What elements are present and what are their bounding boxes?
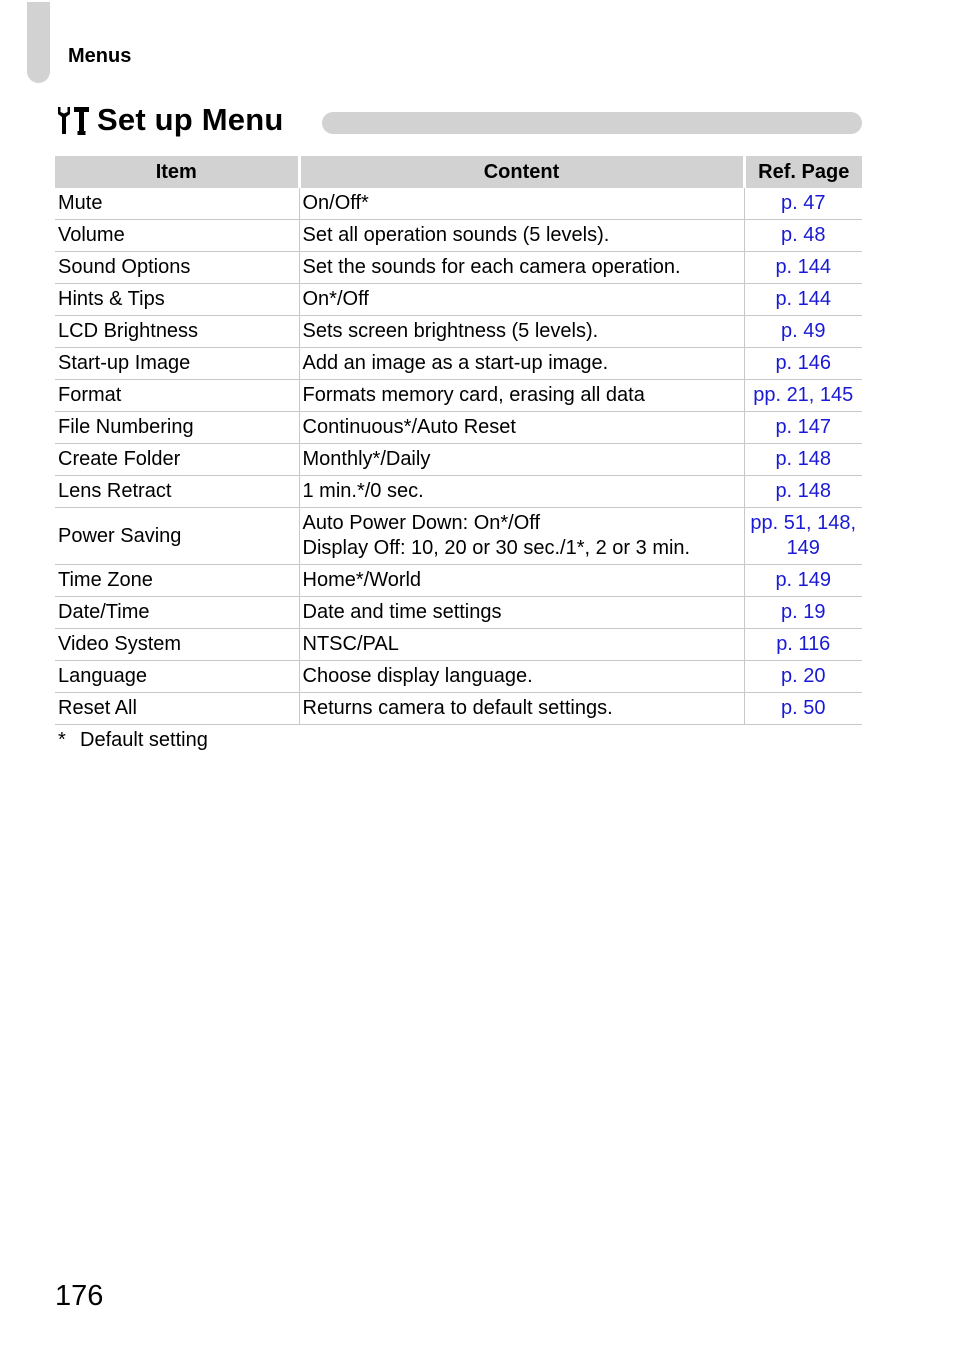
row-ref-page[interactable] — [744, 220, 862, 252]
row-content-line: NTSC/PAL — [302, 633, 399, 655]
row-item: Create Folder — [55, 444, 299, 476]
row-content — [299, 565, 744, 597]
row-item: Date/Time — [55, 597, 299, 629]
row-content — [299, 316, 744, 348]
row-content-line: On/Off* — [302, 192, 369, 214]
row-content — [299, 629, 744, 661]
row-ref-page[interactable] — [744, 629, 862, 661]
row-content-line: Monthly*/Daily — [302, 448, 431, 470]
ref-page-link[interactable]: 149 — [786, 537, 820, 559]
table-row — [55, 597, 862, 629]
ref-page-link[interactable]: pp. 21, 145 — [753, 384, 854, 406]
row-content — [299, 444, 744, 476]
row-content-line: Sets screen brightness (5 levels). — [302, 320, 599, 342]
row-item: Time Zone — [55, 565, 299, 597]
row-content — [299, 508, 744, 565]
row-ref-page[interactable] — [744, 693, 862, 725]
row-item: Video System — [55, 629, 299, 661]
row-ref-page[interactable] — [744, 444, 862, 476]
row-content — [299, 412, 744, 444]
row-content — [299, 476, 744, 508]
row-content — [299, 284, 744, 316]
ref-page-link[interactable]: p. 47 — [781, 192, 826, 214]
ref-page-link[interactable]: p. 148 — [775, 480, 832, 502]
table-row — [55, 316, 862, 348]
table-row — [55, 380, 862, 412]
header-content: Content — [299, 156, 744, 188]
ref-page-link[interactable]: p. 144 — [775, 288, 832, 310]
ref-page-link[interactable]: p. 20 — [781, 665, 826, 687]
row-content-line: Formats memory card, erasing all data — [302, 384, 645, 406]
row-content — [299, 597, 744, 629]
row-content-line: Set all operation sounds (5 levels). — [302, 224, 610, 246]
row-content-line: 1 min.*/0 sec. — [302, 480, 424, 502]
row-content — [299, 252, 744, 284]
row-content-line: Continuous*/Auto Reset — [302, 416, 516, 438]
row-ref-page[interactable] — [744, 188, 862, 220]
row-item: Mute — [55, 188, 299, 220]
row-content-line: Add an image as a start-up image. — [302, 352, 609, 374]
table-row — [55, 284, 862, 316]
row-ref-page[interactable] — [744, 284, 862, 316]
ref-page-link[interactable]: p. 49 — [781, 320, 826, 342]
row-ref-page[interactable] — [744, 380, 862, 412]
row-content-line: Choose display language. — [302, 665, 533, 687]
ref-page-link[interactable]: p. 144 — [775, 256, 832, 278]
setup-wrench-icon — [55, 103, 91, 137]
table-row — [55, 444, 862, 476]
table-row — [55, 188, 862, 220]
row-ref-page[interactable] — [744, 476, 862, 508]
row-ref-page[interactable] — [744, 565, 862, 597]
ref-page-link[interactable]: p. 48 — [781, 224, 826, 246]
page-number: 176 — [55, 1280, 104, 1312]
side-tab-decoration — [27, 2, 50, 83]
row-content — [299, 693, 744, 725]
header-ref-page: Ref. Page — [744, 156, 862, 188]
row-ref-page[interactable] — [744, 412, 862, 444]
row-content-line: Home*/World — [302, 569, 422, 591]
ref-page-link[interactable]: p. 146 — [775, 352, 832, 374]
ref-page-link[interactable]: p. 149 — [775, 569, 832, 591]
footnote-text: Default setting — [80, 729, 208, 751]
row-ref-page[interactable] — [744, 508, 862, 565]
header-item: Item — [55, 156, 299, 188]
footnote-marker: * — [58, 729, 66, 751]
row-content-line: Auto Power Down: On*/Off — [302, 512, 541, 534]
row-ref-page[interactable] — [744, 348, 862, 380]
row-item: Reset All — [55, 693, 299, 725]
row-item: Power Saving — [55, 508, 299, 565]
row-ref-page[interactable] — [744, 252, 862, 284]
footnote — [58, 729, 208, 752]
row-content — [299, 220, 744, 252]
table-row — [55, 220, 862, 252]
row-item: Format — [55, 380, 299, 412]
row-item: File Numbering — [55, 412, 299, 444]
row-item: LCD Brightness — [55, 316, 299, 348]
table-body — [55, 188, 862, 725]
table-row — [55, 629, 862, 661]
ref-page-link[interactable]: p. 19 — [781, 601, 826, 623]
row-content-line: Returns camera to default settings. — [302, 697, 613, 719]
table-row — [55, 476, 862, 508]
table-row — [55, 252, 862, 284]
ref-page-link[interactable]: p. 147 — [775, 416, 832, 438]
row-content-line: Display Off: 10, 20 or 30 sec./1*, 2 or 3 min. — [302, 537, 691, 559]
table-row — [55, 508, 862, 565]
row-ref-page[interactable] — [744, 661, 862, 693]
ref-page-link[interactable]: p. 116 — [776, 633, 831, 655]
row-content — [299, 188, 744, 220]
row-item: Volume — [55, 220, 299, 252]
table-row — [55, 661, 862, 693]
row-content-line: Set the sounds for each camera operation. — [302, 256, 681, 278]
row-content — [299, 348, 744, 380]
row-content-line: On*/Off — [302, 288, 369, 310]
table-row — [55, 348, 862, 380]
row-content-line: Date and time settings — [302, 601, 502, 623]
row-ref-page[interactable] — [744, 316, 862, 348]
table-row — [55, 693, 862, 725]
row-item: Language — [55, 661, 299, 693]
ref-page-link[interactable]: p. 148 — [775, 448, 832, 470]
section-label: Menus — [68, 45, 132, 67]
table-header-row — [55, 156, 862, 188]
row-item: Start-up Image — [55, 348, 299, 380]
row-content — [299, 380, 744, 412]
ref-page-link[interactable]: pp. 51, 148, — [750, 512, 857, 534]
table-row — [55, 565, 862, 597]
table-row — [55, 412, 862, 444]
heading-rule-bar — [322, 112, 862, 134]
row-item: Hints & Tips — [55, 284, 299, 316]
page-heading — [55, 100, 283, 140]
setup-menu-table — [55, 156, 862, 725]
ref-page-link[interactable]: p. 50 — [781, 697, 826, 719]
page-title: Set up Menu — [97, 102, 284, 137]
row-item: Lens Retract — [55, 476, 299, 508]
row-ref-page[interactable] — [744, 597, 862, 629]
row-content — [299, 661, 744, 693]
row-item: Sound Options — [55, 252, 299, 284]
